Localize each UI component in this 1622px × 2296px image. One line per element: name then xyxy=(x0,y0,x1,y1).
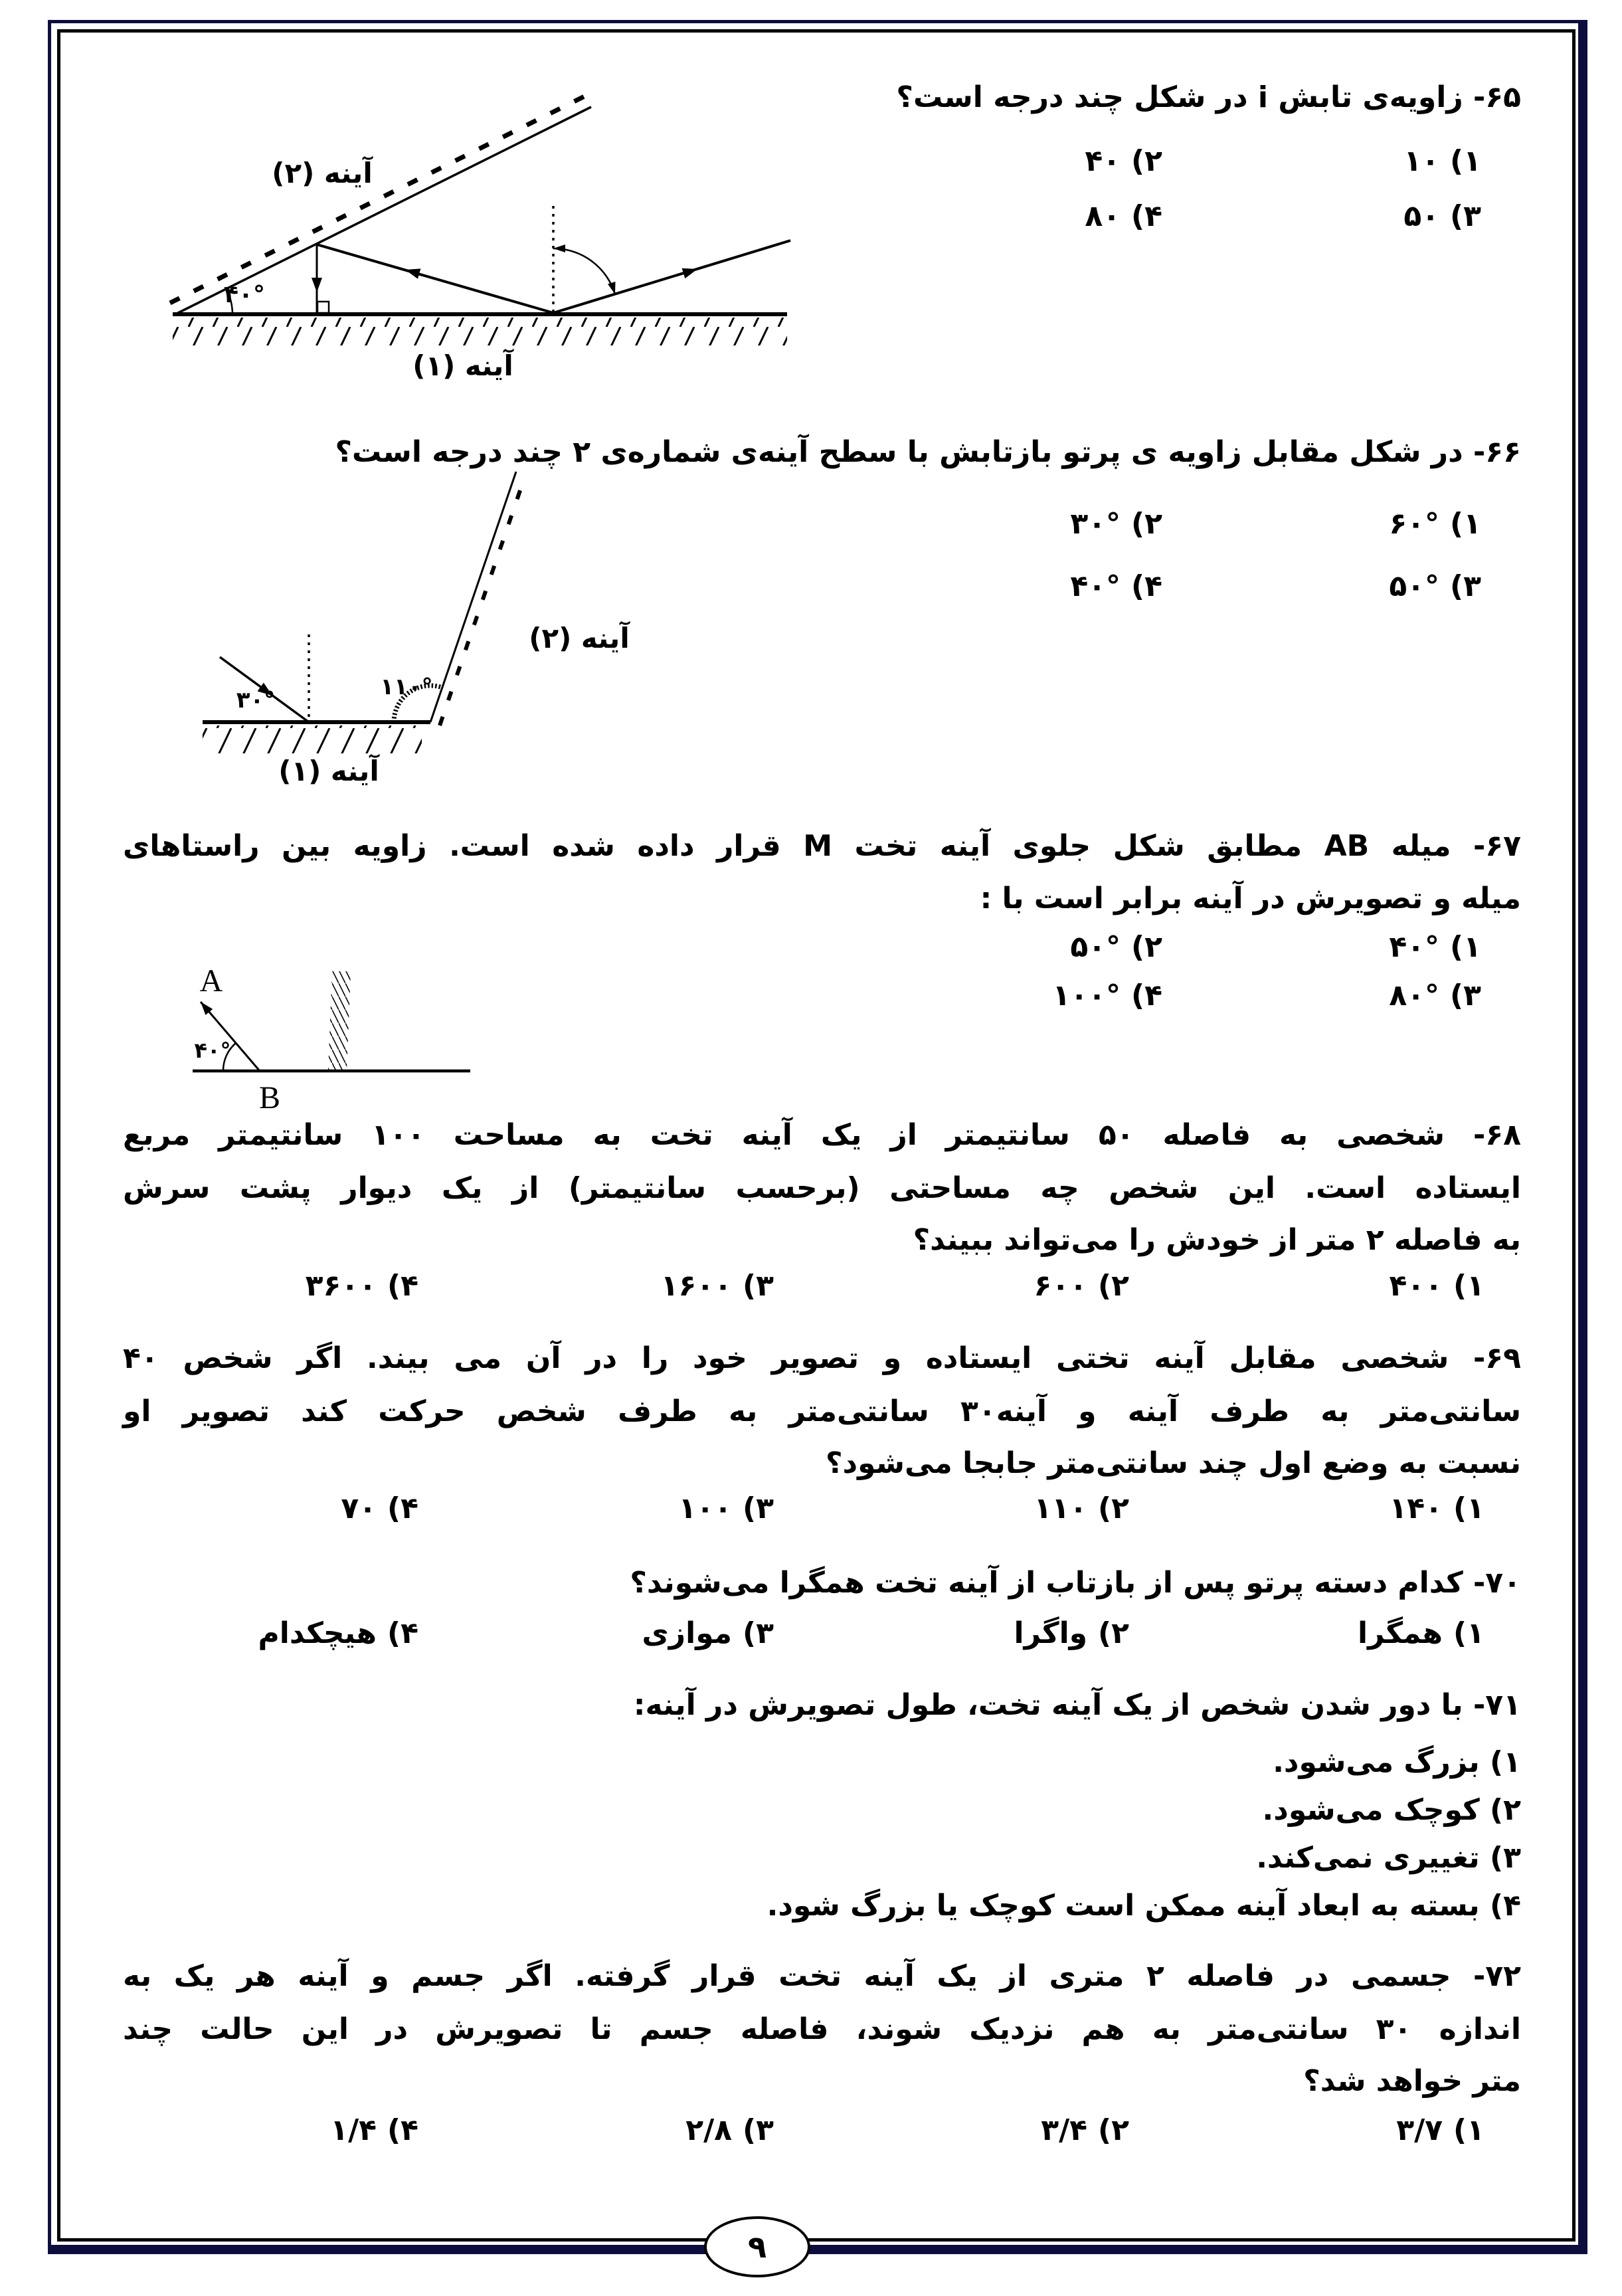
q72-option-4-value: ۱/۴ xyxy=(330,2113,377,2147)
q68-option-4-label: ۴) xyxy=(387,1269,418,1303)
q66-option-1-value: ۶۰° xyxy=(1389,507,1440,541)
question-67-options-row-2 xyxy=(883,975,1521,1016)
q65-option-4-value: ۸۰ xyxy=(1085,199,1121,233)
question-68-line-2: ایستاده است. این شخص چه مساحتی (برحسب سانتیمتر) از یک دیوار پشت سرش xyxy=(123,1171,1521,1205)
question-67-options-row-1 xyxy=(883,927,1521,968)
mirror-1-label: آینه (۱) xyxy=(278,755,379,787)
q70-option-4-value: هیچکدام xyxy=(258,1616,377,1650)
q68-option-2-label: ۲) xyxy=(1098,1269,1129,1303)
q67-option-4-value: ۱۰۰° xyxy=(1052,979,1121,1012)
question-69-line-2: سانتی‌متر به طرف آینه و آینه۳۰ سانتی‌متر به طرف شخص حرکت کند تصویر او xyxy=(123,1394,1521,1428)
q67-option-3 xyxy=(1202,975,1521,1016)
incident-ray xyxy=(553,240,790,313)
q68-option-2 xyxy=(810,1266,1166,1307)
q66-option-2 xyxy=(883,504,1202,545)
q71-option-4-value: بسته به ابعاد آینه ممکن است کوچک یا بزرگ شود. xyxy=(766,1889,1480,1923)
point-a-label: A xyxy=(199,963,223,999)
q70-option-3 xyxy=(455,1613,810,1654)
q66-option-2-label: ۲) xyxy=(1131,507,1162,541)
q69-option-2 xyxy=(810,1488,1166,1529)
question-70-title: ۷۰- کدام دسته پرتو پس از بازتاب از آینه تخت همگرا می‌شوند؟ xyxy=(630,1566,1521,1600)
q66-option-4-label: ۴) xyxy=(1131,569,1162,603)
question-66-title: ۶۶- در شکل مقابل زاویه ی پرتو بازتابش با سطح آینه‌ی شماره‌ی ۲ چند درجه است؟ xyxy=(335,435,1521,469)
question-67-line-1: ۶۷- میله AB مطابق شکل جلوی آینه تخت M قرار داده شده است. زاویه بین راستاهای xyxy=(123,829,1521,863)
q71-option-2-value: کوچک می‌شود. xyxy=(1262,1793,1480,1827)
q65-option-2-value: ۴۰ xyxy=(1085,144,1121,178)
q66-option-1 xyxy=(1202,504,1521,545)
q68-option-2-value: ۶۰۰ xyxy=(1034,1269,1088,1303)
q65-option-3-label: ۳) xyxy=(1450,199,1481,233)
angle-30-label: ۳۰° xyxy=(236,687,276,714)
q67-option-4-label: ۴) xyxy=(1131,979,1162,1012)
mirror-2-hatching xyxy=(170,96,586,303)
q68-option-1-label: ۱) xyxy=(1453,1269,1485,1303)
q67-option-1-value: ۴۰° xyxy=(1389,930,1440,964)
q71-option-2-label: ۲) xyxy=(1490,1793,1521,1827)
q72-option-3 xyxy=(455,2110,810,2151)
q71-option-1 xyxy=(1273,1742,1521,1783)
incident-ray-arrow xyxy=(682,264,699,278)
q70-option-3-label: ۳) xyxy=(743,1616,774,1650)
question-69-options xyxy=(100,1488,1521,1529)
question-69-line-1: ۶۹- شخصی مقابل آینه تختی ایستاده و تصویر خود را در آن می بیند. اگر شخص ۴۰ xyxy=(123,1341,1521,1375)
question-68-line-3: به فاصله ۲ متر از خودش را می‌تواند ببیند؟ xyxy=(913,1223,1521,1257)
question-72-line-2: اندازه ۳۰ سانتی‌متر به هم نزدیک شوند، فاصله جسم تا تصویرش در این حالت چند xyxy=(123,2012,1521,2046)
question-68-line-1: ۶۸- شخصی به فاصله ۵۰ سانتیمتر از یک آینه تخت به مساحت ۱۰۰ سانتیمتر مربع xyxy=(123,1118,1521,1152)
q69-option-1-label: ۱) xyxy=(1453,1491,1485,1525)
mirror-2-label: آینه (۲) xyxy=(529,622,630,654)
q70-option-4 xyxy=(100,1613,455,1654)
q66-option-3 xyxy=(1202,566,1521,607)
q69-option-4 xyxy=(100,1488,455,1529)
q66-option-2-value: ۳۰° xyxy=(1070,507,1121,541)
vertical-ray-arrow xyxy=(312,278,322,292)
q71-option-3-value: تغییری نمی‌کند. xyxy=(1256,1841,1480,1875)
question-67-line-2: میله و تصویرش در آینه برابر است با : xyxy=(980,882,1521,915)
right-angle-mark xyxy=(317,302,329,313)
q65-option-1-label: ۱) xyxy=(1450,144,1481,178)
q71-option-4-label: ۴) xyxy=(1490,1889,1521,1923)
question-71-title: ۷۱- با دور شدن شخص از یک آینه تخت، طول تصویرش در آینه: xyxy=(633,1688,1521,1722)
diagram-q66-two-mirrors xyxy=(186,465,677,811)
q68-option-4-value: ۳۶۰۰ xyxy=(305,1269,377,1303)
q66-option-4 xyxy=(883,566,1202,607)
q66-option-3-value: ۵۰° xyxy=(1389,569,1440,603)
question-72-line-1: ۷۲- جسمی در فاصله ۲ متری از یک آینه تخت قرار گرفته. اگر جسم و آینه هر یک به xyxy=(123,1959,1521,1993)
angle-110-label: ۱۱۰° xyxy=(380,674,433,700)
q67-option-4 xyxy=(883,975,1202,1016)
q70-option-2-value: واگرا xyxy=(1014,1616,1088,1650)
q67-option-1-label: ۱) xyxy=(1450,930,1481,964)
q66-option-3-label: ۳) xyxy=(1450,569,1481,603)
q70-option-1-value: همگرا xyxy=(1357,1616,1443,1650)
q69-option-2-label: ۲) xyxy=(1098,1491,1129,1525)
question-65-title: ۶۵- زاویه‌ی تابش i در شکل چند درجه است؟ xyxy=(896,80,1521,114)
mirror-2-line xyxy=(430,472,516,722)
q72-option-3-value: ۲/۸ xyxy=(685,2113,733,2147)
q71-option-3-label: ۳) xyxy=(1490,1841,1521,1875)
q72-option-4-label: ۴) xyxy=(387,2113,418,2147)
angle-40-label: ۴۰° xyxy=(224,281,265,308)
q68-option-1-value: ۴۰۰ xyxy=(1389,1269,1443,1303)
q65-option-2 xyxy=(883,141,1202,182)
q72-option-2 xyxy=(810,2110,1166,2151)
q69-option-1-value: ۱۴۰ xyxy=(1389,1491,1443,1525)
q70-option-2-label: ۲) xyxy=(1098,1616,1129,1650)
q70-option-3-value: موازی xyxy=(642,1616,733,1650)
mirror-1-hatching xyxy=(173,318,787,345)
q72-option-1-value: ۳/۷ xyxy=(1396,2113,1443,2147)
q69-option-4-label: ۴) xyxy=(387,1491,418,1525)
q71-option-1-value: بزرگ می‌شود. xyxy=(1273,1745,1480,1779)
q71-option-1-label: ۱) xyxy=(1490,1745,1521,1779)
question-72-line-3: متر خواهد شد؟ xyxy=(1303,2064,1521,2098)
question-66-options-row-2 xyxy=(883,566,1521,607)
q66-option-4-value: ۴۰° xyxy=(1070,569,1121,603)
question-69-line-3: نسبت به وضع اول چند سانتی‌متر جابجا می‌شود؟ xyxy=(826,1446,1521,1480)
q71-option-3 xyxy=(1256,1838,1521,1879)
mirror-1-hatching xyxy=(203,725,422,753)
question-66-options-row-1 xyxy=(883,504,1521,545)
question-65-options-row-1 xyxy=(883,141,1521,182)
q70-option-1-label: ۱) xyxy=(1453,1616,1485,1650)
q65-option-2-label: ۲) xyxy=(1131,144,1162,178)
q68-option-1 xyxy=(1166,1266,1521,1307)
q72-option-2-label: ۲) xyxy=(1098,2113,1129,2147)
q69-option-2-value: ۱۱۰ xyxy=(1034,1491,1088,1525)
q70-option-4-label: ۴) xyxy=(387,1616,418,1650)
q70-option-1 xyxy=(1166,1613,1521,1654)
q65-option-4 xyxy=(883,196,1202,237)
q67-option-2-label: ۲) xyxy=(1131,930,1162,964)
question-72-options xyxy=(100,2110,1521,2151)
q65-option-4-label: ۴) xyxy=(1131,199,1162,233)
q71-option-2 xyxy=(1263,1790,1521,1831)
q68-option-3-label: ۳) xyxy=(743,1269,774,1303)
mirror-2-label: آینه (۲) xyxy=(272,157,373,189)
q72-option-4 xyxy=(100,2110,455,2151)
q67-option-3-label: ۳) xyxy=(1450,979,1481,1012)
q68-option-4 xyxy=(100,1266,455,1307)
mirror-2-hatching xyxy=(440,475,525,725)
q69-option-1 xyxy=(1166,1488,1521,1529)
question-65-options-row-2 xyxy=(883,196,1521,237)
question-68-options xyxy=(100,1266,1521,1307)
q71-option-4 xyxy=(767,1885,1521,1927)
q65-option-3 xyxy=(1202,196,1521,237)
q68-option-3-value: ۱۶۰۰ xyxy=(660,1269,733,1303)
question-70-options xyxy=(100,1613,1521,1654)
q72-option-1-label: ۱) xyxy=(1453,2113,1485,2147)
angle-40-label: ۴۰° xyxy=(194,1038,231,1063)
q66-option-1-label: ۱) xyxy=(1450,507,1481,541)
q67-option-2-value: ۵۰° xyxy=(1070,930,1121,964)
ray-between-mirrors xyxy=(317,244,553,313)
diagram-q67-rod-mirror xyxy=(186,957,492,1136)
q67-option-1 xyxy=(1202,927,1521,968)
q69-option-4-value: ۷۰ xyxy=(341,1491,377,1525)
q65-option-1-value: ۱۰ xyxy=(1403,144,1440,178)
q72-option-2-value: ۳/۴ xyxy=(1041,2113,1088,2147)
q69-option-3 xyxy=(455,1488,810,1529)
q67-option-3-value: ۸۰° xyxy=(1389,979,1440,1012)
q69-option-3-label: ۳) xyxy=(743,1491,774,1525)
q70-option-2 xyxy=(810,1613,1166,1654)
mirror-strip-hatched xyxy=(328,971,351,1071)
mirror-1-label: آینه (۱) xyxy=(412,349,513,382)
q65-option-3-value: ۵۰ xyxy=(1403,199,1440,233)
diagram-q65-two-mirrors xyxy=(133,93,804,412)
page-number-badge xyxy=(704,2216,810,2277)
q67-option-2 xyxy=(883,927,1202,968)
angle-i-arc-arrow-top xyxy=(553,244,565,252)
angle-i-arc xyxy=(553,248,615,294)
q68-option-3 xyxy=(455,1266,810,1307)
point-b-label: B xyxy=(258,1080,281,1115)
q69-option-3-value: ۱۰۰ xyxy=(678,1491,733,1525)
q72-option-3-label: ۳) xyxy=(743,2113,774,2147)
page-number: ۹ xyxy=(747,2229,767,2265)
q65-option-1 xyxy=(1202,141,1521,182)
q72-option-1 xyxy=(1166,2110,1521,2151)
